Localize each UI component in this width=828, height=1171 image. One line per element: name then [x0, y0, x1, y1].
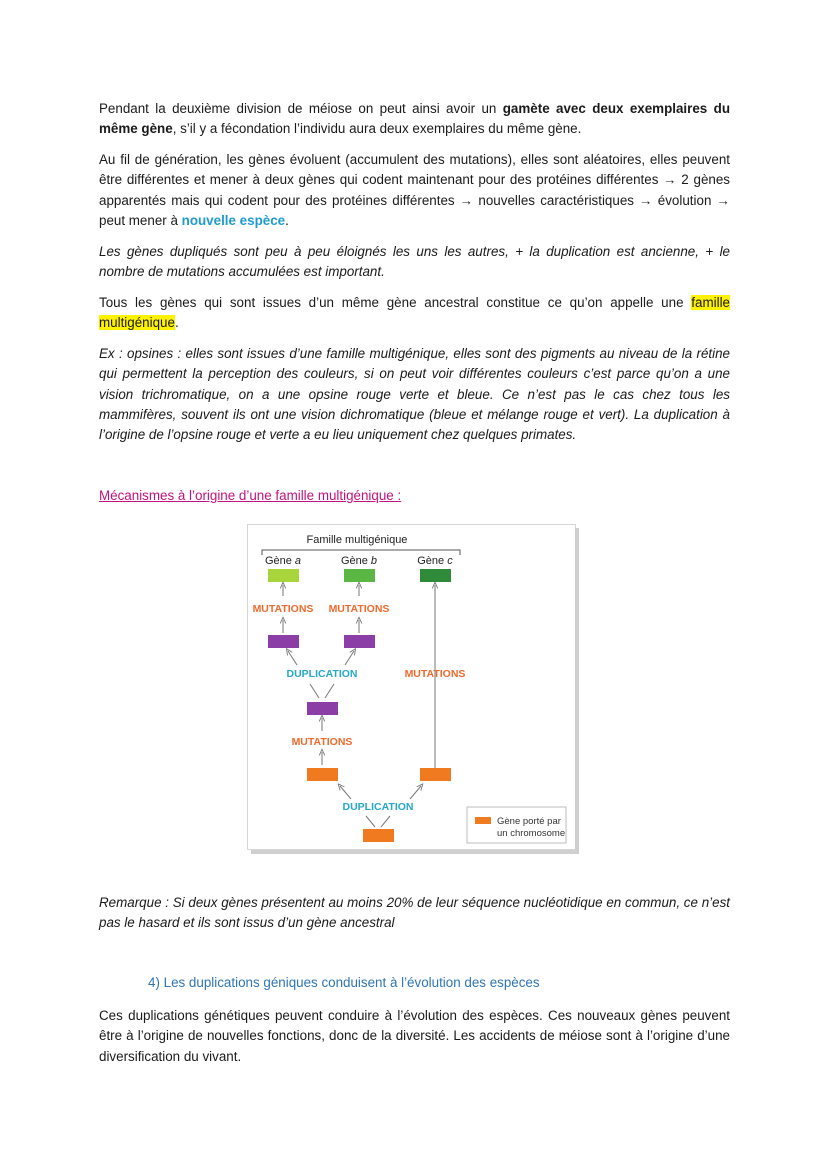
figure-title: Famille multigénique	[306, 534, 408, 546]
duplicated-gene-left	[268, 635, 299, 648]
paragraph-multigene-family	[99, 293, 730, 334]
gene-c-label: Gène c	[417, 555, 453, 567]
duplication-label-top: DUPLICATION	[286, 668, 358, 680]
text: , s’il y a fécondation l’individu aura deux exemplaires du même gène.	[172, 121, 582, 137]
gene-a-label: Gène a	[264, 555, 302, 567]
paragraph-opsins-example: Ex : opsines : elles sont issues d’une famille multigénique, elles sont des pigments au niveau de la rétine qui permettent la perception des couleurs, si on peut voir différentes couleurs c’est parce qu’on a une vision trichromatique, on a une opsine rouge verte et bleue. Ce n’est pas le cas chez tous les mammifères, souvent ils ont une vision dichromatique (bleue et mélange rouge et vert). La duplication à l’origine de l’opsine rouge et verte a eu lieu uniquement chez quelques primates.	[99, 346, 730, 443]
mutations-label-c: MUTATIONS	[404, 668, 466, 680]
text: Au fil de génération, les gènes évoluent (accumulent des mutations), elles sont aléatoires, elles peuvent être différentes et mener à deux gènes qui codent maintenant pour des protéines différentes → 2 gènes apparentés mais qui codent pour des protéines différentes → nouvelles caractéristiques → évolution → peut mener à	[99, 152, 730, 228]
legend-text-line1: Gène porté par	[497, 816, 561, 827]
mutations-label-mid: MUTATIONS	[291, 736, 353, 748]
paragraph-evolution	[99, 150, 730, 231]
text: .	[285, 212, 289, 228]
orange-gene-right	[420, 768, 451, 781]
bold-text: gamète avec deux exemplaires du même gène	[99, 101, 730, 137]
paragraph-conclusion: Ces duplications génétiques peuvent conduire à l’évolution des espèces. Ces nouveaux gènes peuvent être à l’origine de nouvelles fonctions, donc de la diversité. Les accidents de méiose sont à l’origine d’une diversification du vivant.	[99, 1008, 730, 1064]
gene-b-box	[344, 569, 375, 582]
ancestral-purple-gene	[307, 702, 338, 715]
text: Tous les gènes qui sont issues d’un même gène ancestral constitue ce qu’on appelle une	[99, 295, 692, 310]
paragraph-meiosis	[99, 99, 730, 140]
gene-a-box	[268, 569, 299, 582]
orange-gene-left	[307, 768, 338, 781]
highlight-new-species: nouvelle espèce	[181, 212, 286, 228]
text: .	[174, 315, 179, 331]
gene-b-label: Gène b	[340, 555, 378, 567]
duplicated-gene-right	[344, 635, 375, 648]
multigene-family-diagram	[247, 524, 581, 855]
mutations-label-b: MUTATIONS	[328, 603, 390, 615]
mutations-label-a: MUTATIONS	[252, 603, 314, 615]
duplication-label-bottom: DUPLICATION	[342, 801, 414, 813]
text: Pendant la deuxième division de méiose on peut ainsi avoir un	[99, 101, 503, 116]
gene-c-box	[420, 569, 451, 582]
legend-swatch	[475, 817, 491, 824]
paragraph-duplicated-genes: Les gènes dupliqués sont peu à peu éloignés les uns les autres, + la duplication est ancienne, + le nombre de mutations accumulées est important.	[99, 244, 730, 280]
highlight-multigene-family: famille multigénique	[99, 295, 730, 331]
paragraph-remark: Remarque : Si deux gènes présentent au moins 20% de leur séquence nucléotidique en commun, ce n’est pas le hasard et ils sont issus d’un gène ancestral	[99, 895, 730, 931]
figure-shadow-right	[575, 528, 579, 854]
heading-mechanisms: Mécanismes à l’origine d’une famille multigénique :	[99, 488, 402, 503]
ancestral-gene	[363, 829, 394, 842]
legend-text-line2: un chromosome	[497, 828, 566, 839]
section-4-heading: 4) Les duplications géniques conduisent à l’évolution des espèces	[148, 975, 540, 990]
figure-shadow-bottom	[251, 850, 579, 854]
